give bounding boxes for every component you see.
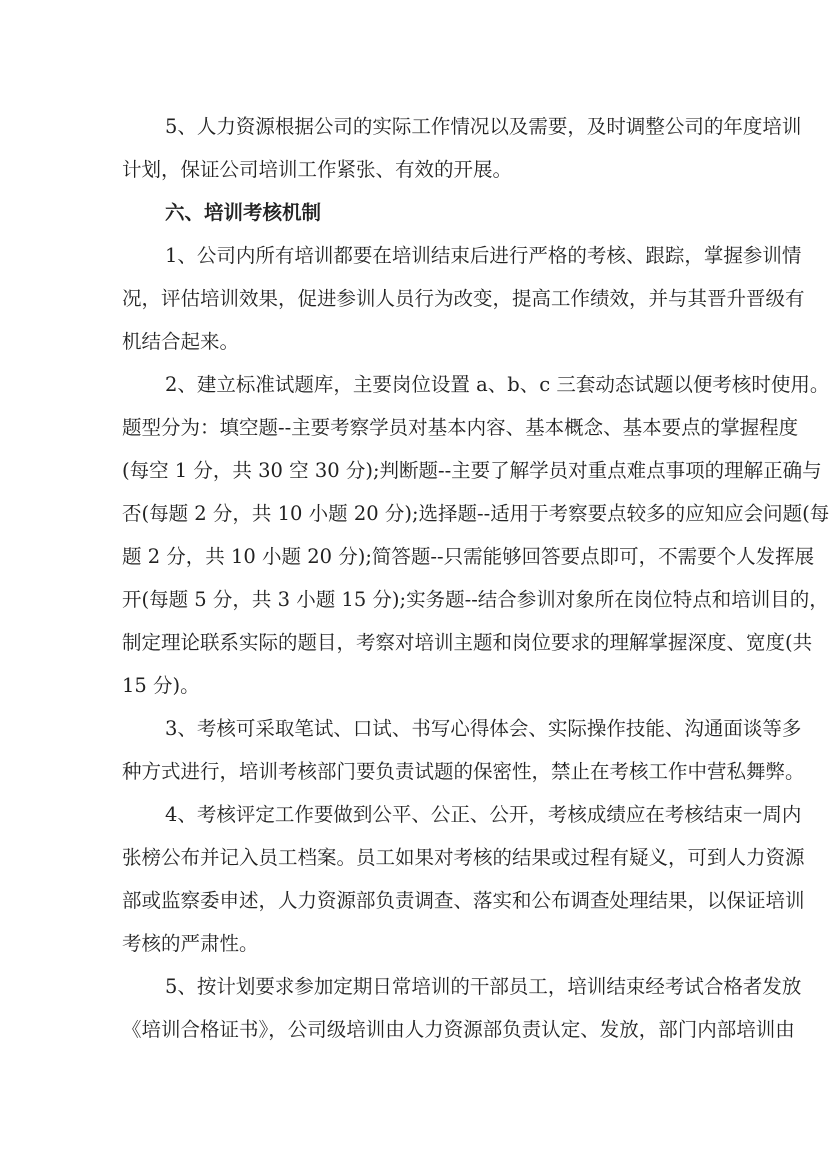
text-line: 部或监察委申述，人力资源部负责调查、落实和公布调查处理结果，以保证培训 bbox=[122, 889, 805, 912]
text-line: 题 2 分，共 10 小题 20 分);简答题--只需能够回答要点即可，不需要个人发挥展 bbox=[122, 545, 815, 568]
text-line: 机结合起来。 bbox=[122, 330, 240, 353]
text-line: 张榜公布并记入员工档案。员工如果对考核的结果或过程有疑义，可到人力资源 bbox=[122, 846, 805, 869]
text-line: 否(每题 2 分，共 10 小题 20 分);选择题--适用于考察要点较多的应知应会问题(每 bbox=[122, 502, 830, 525]
text-line: (每空 1 分，共 30 空 30 分);判断题--主要了解学员对重点难点事项的理解正确与 bbox=[122, 459, 822, 482]
text-line: 1、公司内所有培训都要在培训结束后进行严格的考核、跟踪，掌握参训情 bbox=[165, 244, 802, 267]
text-line: 4、考核评定工作要做到公平、公正、公开，考核成绩应在考核结束一周内 bbox=[165, 803, 802, 826]
paragraph bbox=[122, 363, 830, 707]
text-line: 制定理论联系实际的题目，考察对培训主题和岗位要求的理解掌握深度、宽度(共 bbox=[122, 631, 813, 654]
text-line: 计划，保证公司培训工作紧张、有效的开展。 bbox=[122, 158, 513, 181]
text-line: 六、培训考核机制 bbox=[165, 201, 322, 224]
document-page bbox=[122, 105, 830, 1051]
text-line: 15 分)。 bbox=[122, 674, 200, 697]
paragraph bbox=[122, 965, 802, 1051]
paragraph bbox=[122, 793, 805, 965]
section-heading bbox=[122, 191, 708, 234]
text-line: 《培训合格证书》，公司级培训由人力资源部负责认定、发放，部门内部培训由 bbox=[122, 1018, 795, 1041]
text-line: 种方式进行，培训考核部门要负责试题的保密性，禁止在考核工作中营私舞弊。 bbox=[122, 760, 805, 783]
text-line: 3、考核可采取笔试、口试、书写心得体会、实际操作技能、沟通面谈等多 bbox=[165, 717, 802, 740]
paragraph bbox=[122, 707, 805, 793]
text-line: 况，评估培训效果，促进参训人员行为改变，提高工作绩效，并与其晋升晋级有 bbox=[122, 287, 805, 310]
paragraph bbox=[122, 234, 805, 363]
text-line: 考核的严肃性。 bbox=[122, 932, 259, 955]
text-line: 5、按计划要求参加定期日常培训的干部员工，培训结束经考试合格者发放 bbox=[165, 975, 802, 998]
text-line: 5、人力资源根据公司的实际工作情况以及需要，及时调整公司的年度培训 bbox=[165, 115, 802, 138]
text-line: 2、建立标准试题库，主要岗位设置 a、b、c 三套动态试题以便考核时使用。 bbox=[165, 373, 830, 396]
text-line: 开(每题 5 分，共 3 小题 15 分);实务题--结合参训对象所在岗位特点和培训目的， bbox=[122, 588, 829, 611]
paragraph bbox=[122, 105, 802, 191]
text-line: 题型分为：填空题--主要考察学员对基本内容、基本概念、基本要点的掌握程度 bbox=[122, 416, 799, 439]
